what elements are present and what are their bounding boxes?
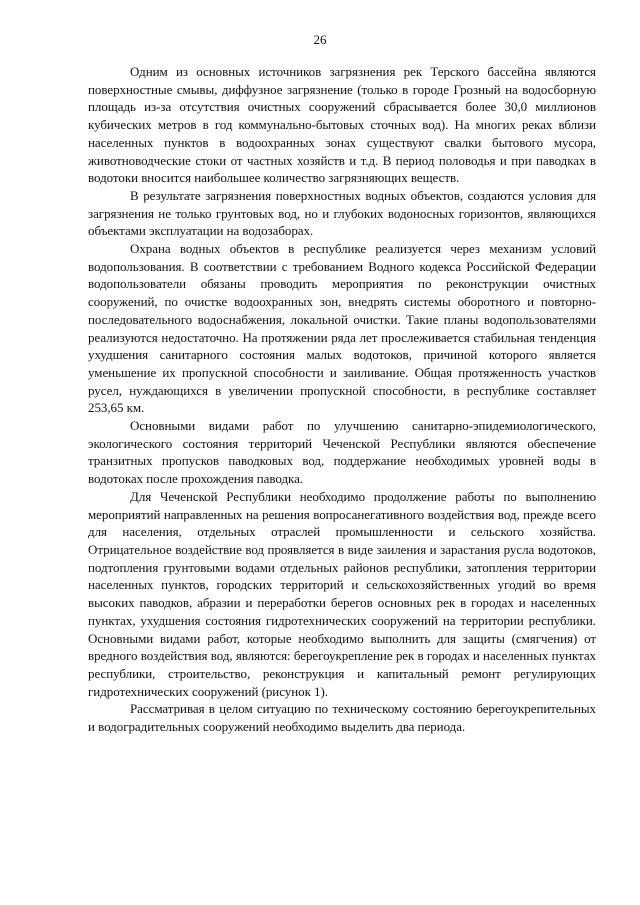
paragraph-sanitary-works: Основными видами работ по улучшению санитарно-эпидемиологического, экологического состояния территорий Чеченской Республики являются обеспечение транзитных пропусков паводковых вод, поддержание необходимых уровней воды в водотоках после прохождения паводка. <box>88 418 596 487</box>
paragraph-pollution-sources: Одним из основных источников загрязнения рек Терского бассейна являются поверхностные смывы, диффузное загрязнение (только в городе Грозный на водосборную площадь из-за отсутствия очистных сооружений сбрасывается более 30,0 миллионов кубических метров в год коммунально-бытовых сточных вод). На многих реках вблизи населенных пунктов в водоохранных зонах существуют свалки бытового мусора, животноводческие стоки от частных хозяйств и т.д. В период половодья и при паводках в водотоки вносится наибольшее количество загрязняющих веществ. <box>88 64 596 186</box>
page-number: 26 <box>313 32 327 47</box>
paragraph-groundwater-pollution: В результате загрязнения поверхностных водных объектов, создаются условия для загрязнения не только грунтовых вод, но и глубоких водоносных горизонтов, являющихся объектами эксплуатации на водозаборах. <box>88 187 596 239</box>
paragraph-negative-water-impact: Для Чеченской Республики необходимо продолжение работы по выполнению мероприятий направленных на решения вопросанегативного воздействия вод, прежде всего для населения, отдельных отраслей промышленности и сельского хозяйства. Отрицательное воздействие вод проявляется в виде заиления и зарастания русла водотоков, подтопления грунтовыми водами отдельных районов республики, затопления территории населенных пунктов, городских территорий и сельскохозяйственных угодий во время высоких паводков, абразии и переработки берегов основных рек в городах и населенных пунктах, ухудшения состояния гидротехнических сооружений на территории республики. Основными видами работ, которые необходимо выполнить для защиты (смягчения) от вредного воздействия вод, являются: берегоукрепление рек в городах и населенных пунктах республики, строительство, реконструкция и капитальный ремонт регулирующих гидротехнических сооружений (рисунок 1). <box>88 488 596 699</box>
paragraph-water-protection: Охрана водных объектов в республике реализуется через механизм условий водопользования. В соответствии с требованием Водного кодекса Российской Федерации водопользователи обязаны проводить мероприятия по реконструкции очистных сооружений, по очистке водоохранных зон, внедрять системы оборотного и повторно-последовательного водоснабжения, локальной очистки. Такие планы водопользователями реализуются недостаточно. На протяжении ряда лет прослеживается стабильная тенденция ухудшения санитарного состояния малых водотоков, причиной которого является уменьшение их пропускной способности и заиливание. Общая протяженность участков русел, нуждающихся в увеличении пропускной способности, в республике составляет 253,65 км. <box>88 241 596 416</box>
document-body <box>88 63 596 736</box>
paragraph-bank-protection-periods: Рассматривая в целом ситуацию по техническому состоянию берегоукрепительных и водоградительных сооружений необходимо выделить два периода. <box>88 701 596 735</box>
